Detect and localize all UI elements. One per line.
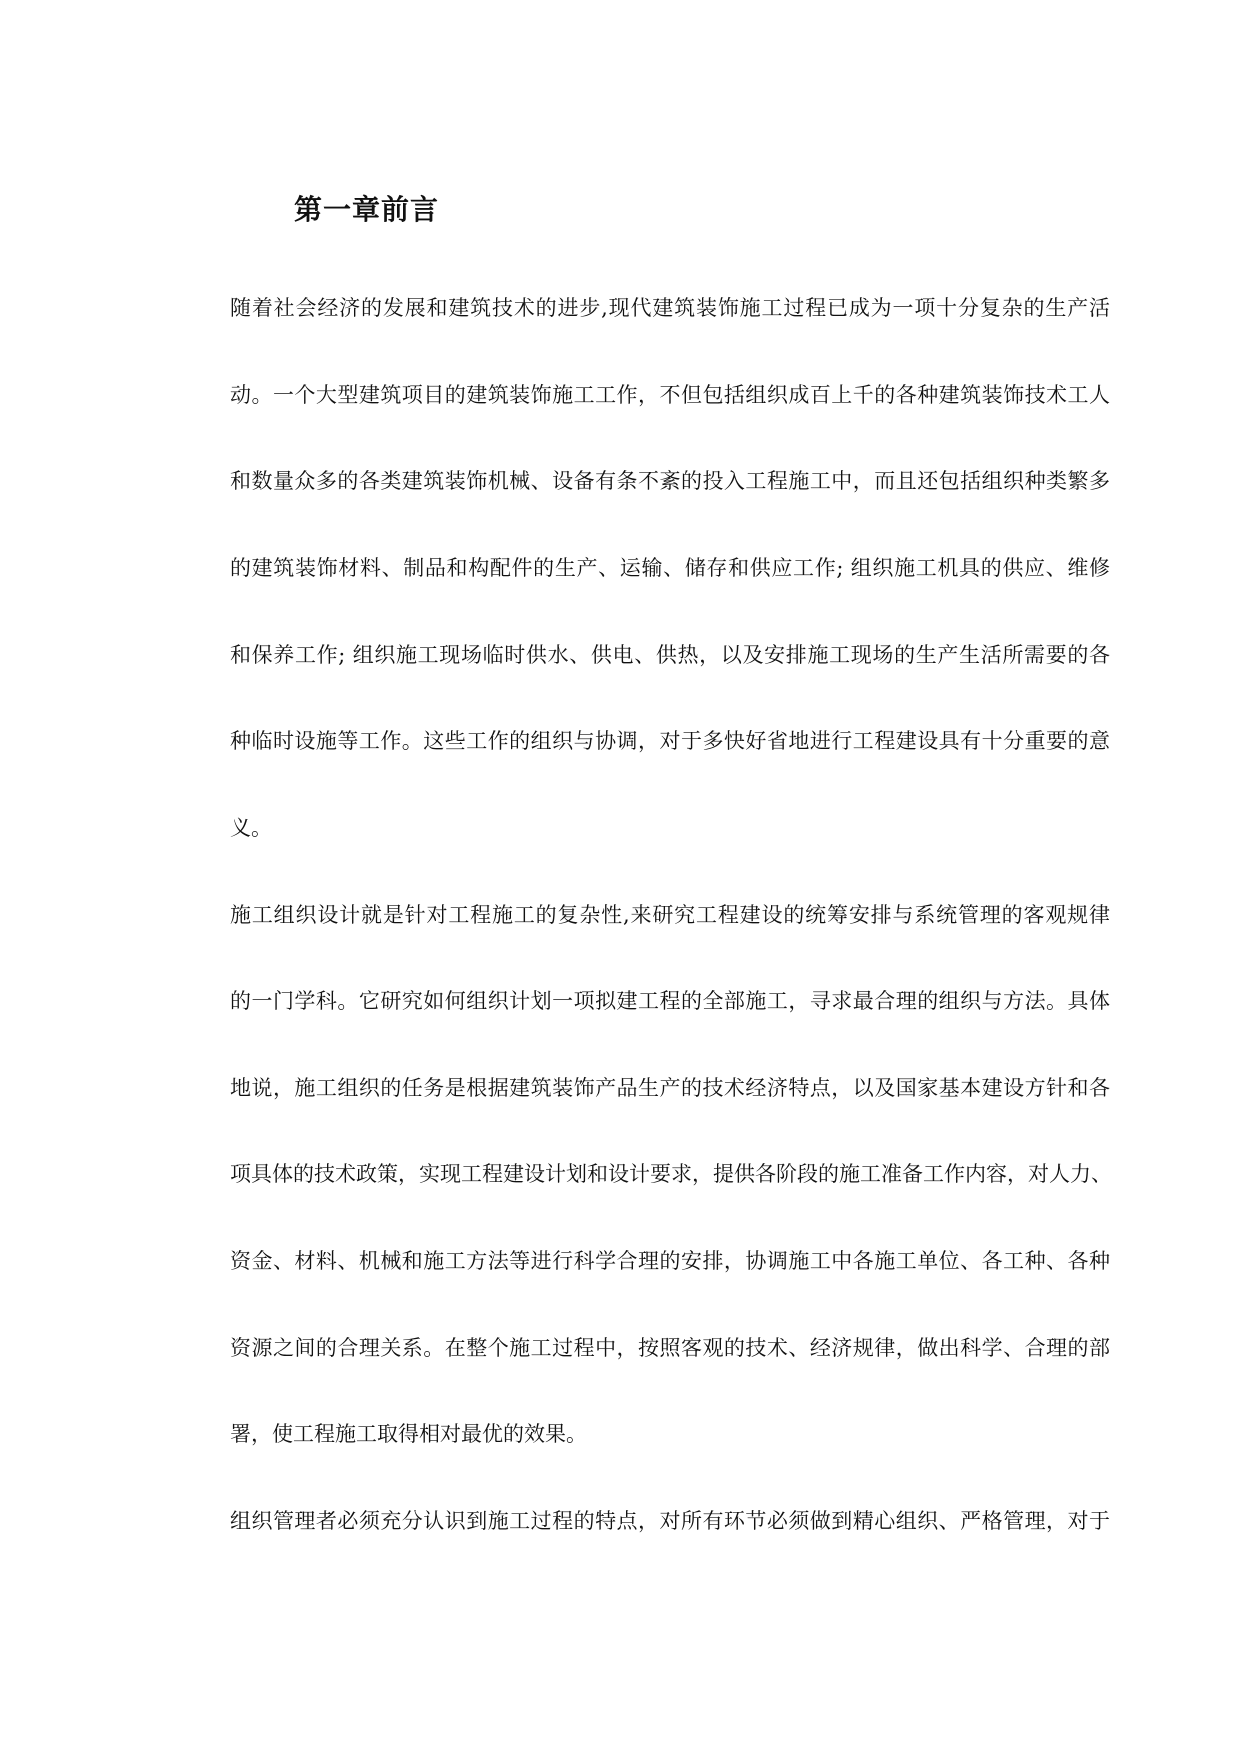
text-line: 资金、材料、机械和施工方法等进行科学合理的安排，协调施工中各施工单位、各工种、各种 xyxy=(230,1249,1110,1273)
text-line: 施工组织设计就是针对工程施工的复杂性,来研究工程建设的统筹安排与系统管理的客观规律 xyxy=(230,903,1110,927)
text-line: 署，使工程施工取得相对最优的效果。 xyxy=(230,1422,587,1446)
text-line: 组织管理者必须充分认识到施工过程的特点，对所有环节必须做到精心组织、严格管理，对于 xyxy=(230,1509,1110,1533)
text-line: 地说，施工组织的任务是根据建筑装饰产品生产的技术经济特点，以及国家基本建设方针和各 xyxy=(230,1076,1110,1100)
chapter-title: 第一章前言 xyxy=(294,193,440,226)
text-line: 的一门学科。它研究如何组织计划一项拟建工程的全部施工，寻求最合理的组织与方法。具体 xyxy=(230,989,1110,1013)
text-line: 随着社会经济的发展和建筑技术的进步,现代建筑装饰施工过程已成为一项十分复杂的生产活 xyxy=(230,296,1110,320)
text-line: 义。 xyxy=(230,816,272,840)
text-line: 和数量众多的各类建筑装饰机械、设备有条不紊的投入工程施工中，而且还包括组织种类繁多 xyxy=(230,469,1110,493)
text-line: 种临时设施等工作。这些工作的组织与协调，对于多快好省地进行工程建设具有十分重要的意 xyxy=(230,729,1110,753)
text-line: 和保养工作; 组织施工现场临时供水、供电、供热，以及安排施工现场的生产生活所需要的各 xyxy=(230,643,1110,667)
text-line: 资源之间的合理关系。在整个施工过程中，按照客观的技术、经济规律，做出科学、合理的部 xyxy=(230,1336,1110,1360)
text-line: 动。一个大型建筑项目的建筑装饰施工工作，不但包括组织成百上千的各种建筑装饰技术工人 xyxy=(230,383,1110,407)
text-line: 项具体的技术政策，实现工程建设计划和设计要求，提供各阶段的施工准备工作内容，对人力、 xyxy=(230,1162,1112,1186)
text-line: 的建筑装饰材料、制品和构配件的生产、运输、储存和供应工作; 组织施工机具的供应、维修 xyxy=(230,556,1110,580)
